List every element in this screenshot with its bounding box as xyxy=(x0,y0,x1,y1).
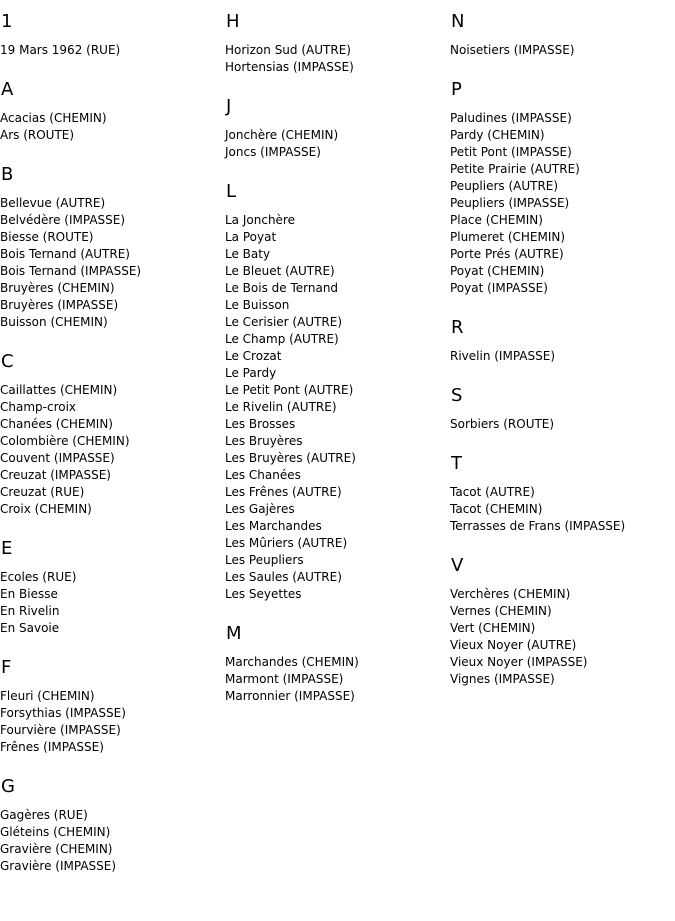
street-entry[interactable]: Les Seyettes xyxy=(225,587,302,601)
street-entry[interactable]: Le Pardy xyxy=(225,366,277,380)
street-list xyxy=(450,42,675,59)
street-entry[interactable]: Verchères (CHEMIN) xyxy=(450,587,571,601)
letter-section xyxy=(0,538,225,637)
street-list xyxy=(225,127,450,161)
street-entry[interactable]: En Rivelin xyxy=(0,604,60,618)
street-entry[interactable]: Les Frênes (AUTRE) xyxy=(225,485,342,499)
street-entry[interactable]: Place (CHEMIN) xyxy=(450,213,543,227)
letter-section xyxy=(225,623,450,705)
section-letter-heading: H xyxy=(226,11,240,32)
section-letter-heading: M xyxy=(226,623,242,644)
street-entry[interactable]: Bruyères (IMPASSE) xyxy=(0,298,119,312)
street-entry[interactable]: Bellevue (AUTRE) xyxy=(0,196,106,210)
street-entry[interactable]: Petite Prairie (AUTRE) xyxy=(450,162,580,176)
street-entry[interactable]: Les Chanées xyxy=(225,468,301,482)
letter-section xyxy=(450,79,675,297)
street-entry[interactable]: Frênes (IMPASSE) xyxy=(0,740,104,754)
street-entry[interactable]: Rivelin (IMPASSE) xyxy=(450,349,555,363)
street-list xyxy=(450,110,675,297)
section-letter-heading: B xyxy=(1,164,14,185)
street-entry[interactable]: Bois Ternand (AUTRE) xyxy=(0,247,130,261)
street-entry[interactable]: 19 Mars 1962 (RUE) xyxy=(0,43,121,57)
street-entry[interactable]: Marchandes (CHEMIN) xyxy=(225,655,359,669)
street-list xyxy=(225,42,450,76)
section-letter-heading: 1 xyxy=(1,11,13,32)
street-list xyxy=(0,382,225,518)
street-entry[interactable]: Noisetiers (IMPASSE) xyxy=(450,43,575,57)
street-entry[interactable]: Pardy (CHEMIN) xyxy=(450,128,545,142)
street-entry[interactable]: Jonchère (CHEMIN) xyxy=(225,128,339,142)
street-entry[interactable]: Le Bois de Ternand xyxy=(225,281,339,295)
street-entry[interactable]: Caillattes (CHEMIN) xyxy=(0,383,118,397)
letter-section xyxy=(0,79,225,144)
street-entry[interactable]: Tacot (AUTRE) xyxy=(450,485,535,499)
letter-section xyxy=(225,181,450,603)
section-letter-heading: F xyxy=(1,657,12,678)
street-entry[interactable]: En Biesse xyxy=(0,587,58,601)
section-letter-heading: N xyxy=(451,11,465,32)
street-entry[interactable]: Les Peupliers xyxy=(225,553,304,567)
street-entry[interactable]: Les Bruyères (AUTRE) xyxy=(225,451,356,465)
street-entry[interactable]: Le Petit Pont (AUTRE) xyxy=(225,383,354,397)
street-entry[interactable]: Marmont (IMPASSE) xyxy=(225,672,344,686)
street-entry[interactable]: Les Gajères xyxy=(225,502,295,516)
letter-section xyxy=(225,96,450,161)
letter-section xyxy=(225,11,450,76)
street-entry[interactable]: Colombière (CHEMIN) xyxy=(0,434,130,448)
street-entry[interactable]: Tacot (CHEMIN) xyxy=(450,502,543,516)
street-entry[interactable]: Couvent (IMPASSE) xyxy=(0,451,115,465)
street-entry[interactable]: Paludines (IMPASSE) xyxy=(450,111,572,125)
letter-section xyxy=(0,351,225,518)
letter-section xyxy=(0,11,225,59)
street-entry[interactable]: Gagères (RUE) xyxy=(0,808,88,822)
street-entry[interactable]: Plumeret (CHEMIN) xyxy=(450,230,566,244)
street-entry[interactable]: Horizon Sud (AUTRE) xyxy=(225,43,351,57)
street-entry[interactable]: Gléteins (CHEMIN) xyxy=(0,825,111,839)
street-entry[interactable]: En Savoie xyxy=(0,621,60,635)
street-list xyxy=(450,416,675,433)
section-letter-heading: L xyxy=(226,181,237,202)
street-list xyxy=(450,586,675,688)
index-column-3 xyxy=(450,0,675,708)
letter-section xyxy=(450,385,675,433)
street-entry[interactable]: Le Champ (AUTRE) xyxy=(225,332,339,346)
section-letter-heading: A xyxy=(1,79,14,100)
street-entry[interactable]: Vernes (CHEMIN) xyxy=(450,604,552,618)
section-letter-heading: P xyxy=(451,79,462,100)
street-entry[interactable]: Les Bruyères xyxy=(225,434,303,448)
street-entry[interactable]: Croix (CHEMIN) xyxy=(0,502,92,516)
street-list xyxy=(450,348,675,365)
street-entry[interactable]: Le Cerisier (AUTRE) xyxy=(225,315,343,329)
street-list xyxy=(225,212,450,603)
section-letter-heading: T xyxy=(451,453,462,474)
street-list xyxy=(225,654,450,705)
street-entry[interactable]: La Jonchère xyxy=(225,213,295,227)
letter-section xyxy=(0,776,225,875)
street-entry[interactable]: La Poyat xyxy=(225,230,277,244)
street-entry[interactable]: Poyat (CHEMIN) xyxy=(450,264,545,278)
section-letter-heading: E xyxy=(1,538,13,559)
street-entry[interactable]: Les Marchandes xyxy=(225,519,322,533)
street-list xyxy=(0,569,225,637)
street-entry[interactable]: Buisson (CHEMIN) xyxy=(0,315,108,329)
street-entry[interactable]: Biesse (ROUTE) xyxy=(0,230,94,244)
street-entry[interactable]: Terrasses de Frans (IMPASSE) xyxy=(450,519,626,533)
street-entry[interactable]: Creuzat (RUE) xyxy=(0,485,85,499)
street-entry[interactable]: Fleuri (CHEMIN) xyxy=(0,689,95,703)
street-list xyxy=(0,42,225,59)
street-list xyxy=(450,484,675,535)
street-entry[interactable]: Le Buisson xyxy=(225,298,290,312)
section-letter-heading: C xyxy=(1,351,14,372)
street-entry[interactable]: Peupliers (AUTRE) xyxy=(450,179,559,193)
street-entry[interactable]: Peupliers (IMPASSE) xyxy=(450,196,570,210)
street-entry[interactable]: Belvédère (IMPASSE) xyxy=(0,213,126,227)
street-entry[interactable]: Champ-croix xyxy=(0,400,77,414)
index-column-2 xyxy=(225,0,450,725)
street-entry[interactable]: Les Saules (AUTRE) xyxy=(225,570,342,584)
street-list xyxy=(0,807,225,875)
street-entry[interactable]: Le Bleuet (AUTRE) xyxy=(225,264,335,278)
street-entry[interactable]: Ecoles (RUE) xyxy=(0,570,77,584)
street-list xyxy=(0,110,225,144)
index-column-1 xyxy=(0,0,225,895)
street-entry[interactable]: Les Mûriers (AUTRE) xyxy=(225,536,348,550)
section-letter-heading: S xyxy=(451,385,463,406)
street-entry[interactable]: Le Rivelin (AUTRE) xyxy=(225,400,337,414)
street-entry[interactable]: Poyat (IMPASSE) xyxy=(450,281,548,295)
street-entry[interactable]: Vieux Noyer (AUTRE) xyxy=(450,638,577,652)
street-list xyxy=(0,195,225,331)
street-entry[interactable]: Chanées (CHEMIN) xyxy=(0,417,113,431)
street-entry[interactable]: Porte Prés (AUTRE) xyxy=(450,247,564,261)
street-entry[interactable]: Le Baty xyxy=(225,247,271,261)
letter-section xyxy=(450,555,675,688)
section-letter-heading: V xyxy=(451,555,464,576)
section-letter-heading: G xyxy=(1,776,15,797)
street-entry[interactable]: Petit Pont (IMPASSE) xyxy=(450,145,572,159)
street-entry[interactable]: Gravière (CHEMIN) xyxy=(0,842,113,856)
street-entry[interactable]: Fourvière (IMPASSE) xyxy=(0,723,121,737)
street-entry[interactable]: Les Brosses xyxy=(225,417,296,431)
street-entry[interactable]: Ars (ROUTE) xyxy=(0,128,75,142)
street-entry[interactable]: Gravière (IMPASSE) xyxy=(0,859,117,873)
street-list xyxy=(0,688,225,756)
street-entry[interactable]: Forsythias (IMPASSE) xyxy=(0,706,126,720)
letter-section xyxy=(450,453,675,535)
street-entry[interactable]: Le Crozat xyxy=(225,349,282,363)
section-letter-heading: R xyxy=(451,317,464,338)
street-entry[interactable]: Acacias (CHEMIN) xyxy=(0,111,107,125)
letter-section xyxy=(450,317,675,365)
street-entry[interactable]: Creuzat (IMPASSE) xyxy=(0,468,111,482)
street-entry[interactable]: Vert (CHEMIN) xyxy=(450,621,536,635)
section-letter-heading: J xyxy=(226,96,232,117)
street-entry[interactable]: Hortensias (IMPASSE) xyxy=(225,60,354,74)
street-entry[interactable]: Bruyères (CHEMIN) xyxy=(0,281,115,295)
street-entry[interactable]: Sorbiers (ROUTE) xyxy=(450,417,555,431)
letter-section xyxy=(0,164,225,331)
street-entry[interactable]: Joncs (IMPASSE) xyxy=(225,145,321,159)
street-entry[interactable]: Bois Ternand (IMPASSE) xyxy=(0,264,142,278)
street-entry[interactable]: Vignes (IMPASSE) xyxy=(450,672,555,686)
street-entry[interactable]: Marronnier (IMPASSE) xyxy=(225,689,355,703)
street-entry[interactable]: Vieux Noyer (IMPASSE) xyxy=(450,655,588,669)
letter-section xyxy=(0,657,225,756)
letter-section xyxy=(450,11,675,59)
